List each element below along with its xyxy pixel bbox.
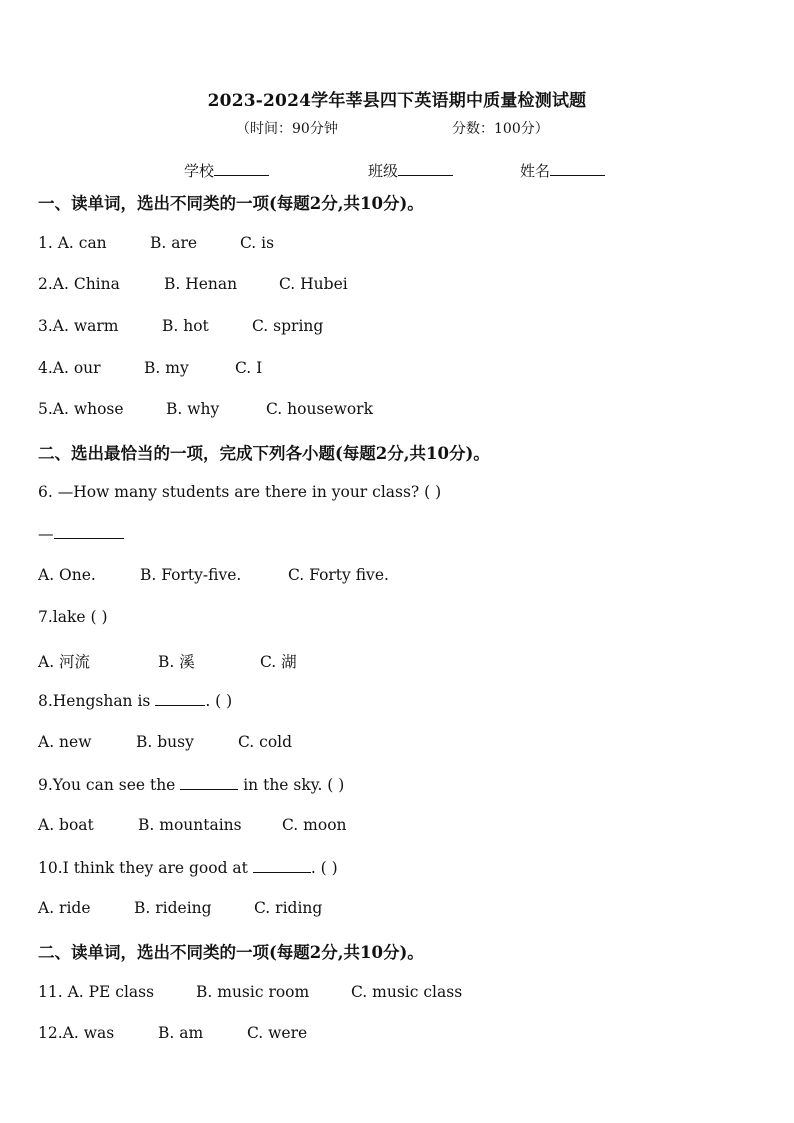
q5-option-b: B. why xyxy=(166,400,220,418)
q2-option-b: B. Henan xyxy=(164,275,238,293)
q9-option-c: C. moon xyxy=(282,816,347,834)
q1-option-b: B. are xyxy=(150,234,198,252)
q4-option-b: B. my xyxy=(144,359,189,377)
name-blank xyxy=(550,161,605,176)
q10-stem-post: . ( ) xyxy=(310,859,338,877)
q7-option-b: B. 溪 xyxy=(158,653,195,671)
q6-option-b: B. Forty-five. xyxy=(140,566,242,584)
question-9-stem xyxy=(38,775,344,794)
q9-option-a: A. boat xyxy=(38,816,94,834)
q5-option-a: 5.A. whose xyxy=(38,400,124,418)
class-label: 班级 xyxy=(368,162,399,180)
question-6-answer-line xyxy=(38,524,124,543)
q10-option-b: B. rideing xyxy=(134,899,212,917)
q10-stem-pre: 10.I think they are good at xyxy=(38,859,253,877)
q8-stem-post: . ( ) xyxy=(205,692,233,710)
q2-option-c: C. Hubei xyxy=(279,275,348,293)
q10-option-a: A. ride xyxy=(38,899,91,917)
section-2-heading: 二、选出最恰当的一项，完成下列各小题(每题2分,共10分)。 xyxy=(38,444,490,463)
q3-option-c: C. spring xyxy=(252,317,324,335)
q6-option-c: C. Forty five. xyxy=(288,566,389,584)
q4-option-a: 4.A. our xyxy=(38,359,101,377)
q4-option-c: C. I xyxy=(235,359,263,377)
q11-option-a: 11. A. PE class xyxy=(38,983,155,1001)
name-field xyxy=(520,160,605,181)
exam-title: 2023-2024学年莘县四下英语期中质量检测试题 xyxy=(207,91,587,111)
question-7-stem: 7.lake ( ) xyxy=(38,608,108,626)
question-10-stem xyxy=(38,858,338,877)
q3-option-a: 3.A. warm xyxy=(38,317,119,335)
exam-meta xyxy=(236,118,549,138)
q6-option-a: A. One. xyxy=(38,566,96,584)
q9-stem-pre: 9.You can see the xyxy=(38,776,181,794)
class-field xyxy=(368,160,453,181)
name-label: 姓名 xyxy=(520,162,551,180)
school-blank xyxy=(214,161,269,176)
q9-stem-post: in the sky. ( ) xyxy=(238,776,345,794)
question-6-stem: 6. —How many students are there in your class? ( ) xyxy=(38,483,442,501)
q8-option-a: A. new xyxy=(38,733,92,751)
q10-blank xyxy=(253,858,311,873)
q1-option-a: 1. A. can xyxy=(38,234,107,252)
q12-option-a: 12.A. was xyxy=(38,1024,115,1042)
school-label: 学校 xyxy=(184,162,215,180)
q6-blank xyxy=(54,524,124,539)
school-field xyxy=(184,160,269,181)
q6-dash: — xyxy=(38,525,54,543)
q9-blank xyxy=(180,775,238,790)
q3-option-b: B. hot xyxy=(162,317,209,335)
q8-option-c: C. cold xyxy=(238,733,293,751)
q11-option-b: B. music room xyxy=(196,983,310,1001)
q11-option-c: C. music class xyxy=(351,983,463,1001)
q8-blank xyxy=(155,691,205,706)
q5-option-c: C. housework xyxy=(266,400,373,418)
q12-option-c: C. were xyxy=(247,1024,308,1042)
section-3-heading: 二、读单词，选出不同类的一项(每题2分,共10分)。 xyxy=(38,943,424,962)
q8-option-b: B. busy xyxy=(136,733,194,751)
q2-option-a: 2.A. China xyxy=(38,275,120,293)
q7-option-a: A. 河流 xyxy=(38,653,91,671)
q7-option-c: C. 湖 xyxy=(260,653,297,671)
q1-option-c: C. is xyxy=(240,234,275,252)
q9-option-b: B. mountains xyxy=(138,816,242,834)
class-blank xyxy=(398,161,453,176)
q10-option-c: C. riding xyxy=(254,899,323,917)
section-1-heading: 一、读单词，选出不同类的一项(每题2分,共10分)。 xyxy=(38,194,424,213)
q12-option-b: B. am xyxy=(158,1024,204,1042)
q8-stem-pre: 8.Hengshan is xyxy=(38,692,156,710)
question-8-stem xyxy=(38,691,232,710)
exam-score: 分数：100分） xyxy=(452,121,549,137)
exam-time: （时间：90分钟 xyxy=(236,121,338,137)
